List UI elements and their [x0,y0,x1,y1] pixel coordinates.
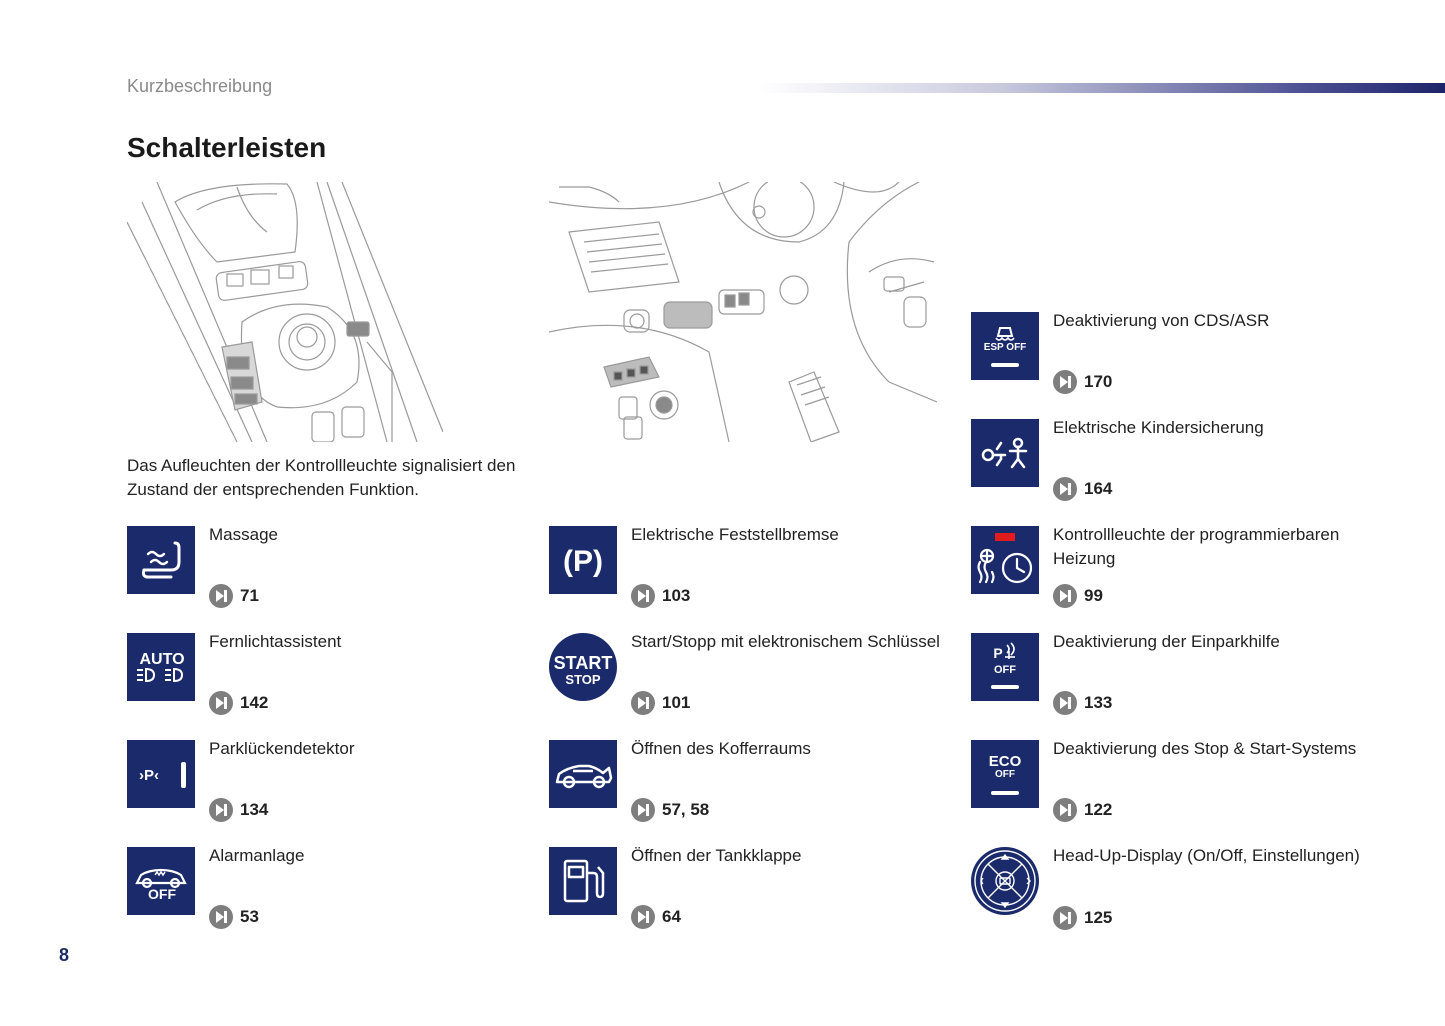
intro-text: Das Aufleuchten der Kontrollleuchte signalisiert den Zustand der entsprechenden Funktion. [127,456,516,499]
svg-text:OFF: OFF [995,769,1015,780]
feature-label: Öffnen der Tankklappe [631,846,802,865]
feature-parking-space-sensor[interactable] [127,740,527,830]
feature-label: Fernlichtassistent [209,632,342,651]
feature-cds-asr-deactivation[interactable] [971,312,1371,402]
page-title: Schalterleisten [127,132,327,163]
page-reference-number: 164 [1084,479,1113,498]
page-reference[interactable] [631,798,709,822]
page-reference[interactable] [1053,691,1112,715]
header-gradient-bar [760,83,1445,93]
fuel-flap-icon [549,847,617,915]
page-reference-icon [1053,906,1077,930]
page-reference-number: 170 [1084,372,1113,391]
feature-label: Kontrollleuchte der programmierbaren Heizung [1053,525,1340,568]
page-reference[interactable] [1053,798,1112,822]
feature-label: Deaktivierung des Stop & Start-Systems [1053,739,1357,758]
page-reference-number: 64 [662,907,681,926]
page-reference-number: 122 [1084,800,1113,819]
page-reference-number: 125 [1084,908,1113,927]
auto-high-beam-icon [127,633,195,701]
dashboard-illustration [549,182,937,442]
page-reference[interactable] [1053,477,1112,501]
page-reference-icon [1053,584,1077,608]
feature-start-stop-key[interactable] [549,633,949,723]
feature-alarm-system[interactable] [127,847,527,937]
feature-label: Parklückendetektor [209,739,355,758]
page-reference-number: 134 [240,800,269,819]
page-reference-icon [1053,477,1077,501]
feature-stop-start-deactivation[interactable] [971,740,1371,830]
page-reference-number: 71 [240,586,259,605]
feature-label: Öffnen des Kofferraums [631,739,811,758]
page-reference-number: 133 [1084,693,1113,712]
page-reference[interactable] [209,691,268,715]
feature-head-up-display[interactable] [971,847,1371,937]
page-reference-icon [209,798,233,822]
feature-label: Deaktivierung der Einparkhilfe [1053,632,1280,651]
page-reference-icon [209,905,233,929]
page-reference-icon [209,691,233,715]
seat-massage-icon [127,526,195,594]
page-reference-icon [631,905,655,929]
feature-high-beam-assistant[interactable] [127,633,527,723]
page-reference-number: 57, 58 [662,800,710,819]
child-lock-icon [971,419,1039,487]
section-label: Kurzbeschreibung [127,76,273,96]
svg-text:OFF: OFF [994,664,1016,676]
feature-label: Start/Stopp mit elektronischem Schlüssel [631,632,940,651]
svg-text:ESP OFF: ESP OFF [983,342,1027,353]
page-reference[interactable] [1053,906,1112,930]
esp-off-icon [971,312,1039,380]
page-reference-icon [1053,798,1077,822]
parking-aid-off-icon [971,633,1039,701]
center-console-illustration [127,182,443,442]
page-reference[interactable] [209,798,268,822]
head-up-display-icon [971,847,1039,915]
page-reference-icon [631,798,655,822]
feature-massage[interactable] [127,526,527,616]
page-reference[interactable] [631,905,681,929]
svg-text:START: START [553,653,613,673]
feature-label: Elektrische Kindersicherung [1053,418,1264,437]
svg-text:P: P [993,645,1003,661]
feature-child-lock[interactable] [971,419,1371,509]
page-reference-icon [631,691,655,715]
feature-label: Head-Up-Display (On/Off, Einstellungen) [1053,846,1360,865]
page-reference[interactable] [1053,584,1103,608]
page-reference[interactable] [209,584,259,608]
svg-text:›P‹: ›P‹ [139,767,159,784]
feature-fuel-flap[interactable] [549,847,949,937]
page-reference-number: 103 [662,586,691,605]
page-reference-icon [631,584,655,608]
page-reference-number: 53 [240,907,259,926]
svg-text:(P): (P) [563,545,603,578]
svg-text:ECO: ECO [988,753,1022,770]
page-reference-icon [1053,691,1077,715]
feature-electric-parking-brake[interactable] [549,526,949,616]
programmable-heating-icon [971,526,1039,594]
page-reference-number: 99 [1084,586,1103,605]
feature-label: Massage [209,525,278,544]
feature-programmable-heating[interactable] [971,526,1371,616]
page-reference[interactable] [631,691,690,715]
page-reference-number: 142 [240,693,269,712]
boot-open-icon [549,740,617,808]
parking-space-sensor-icon [127,740,195,808]
svg-text:OFF: OFF [148,886,176,902]
alarm-off-icon [127,847,195,915]
svg-text:AUTO: AUTO [139,651,185,668]
feature-label: Deaktivierung von CDS/ASR [1053,311,1270,330]
page-reference[interactable] [209,905,259,929]
feature-boot-opening[interactable] [549,740,949,830]
page-reference-icon [1053,370,1077,394]
start-stop-icon [549,633,617,701]
parking-brake-icon [549,526,617,594]
feature-parking-aid-deactivation[interactable] [971,633,1371,723]
page-reference[interactable] [1053,370,1112,394]
page-reference-number: 101 [662,693,691,712]
page-number: 8 [59,945,70,965]
svg-text:STOP: STOP [565,672,601,687]
feature-label: Elektrische Feststellbremse [631,525,839,544]
feature-label: Alarmanlage [209,846,305,865]
eco-off-icon [971,740,1039,808]
page-reference-icon [209,584,233,608]
page-reference[interactable] [631,584,690,608]
